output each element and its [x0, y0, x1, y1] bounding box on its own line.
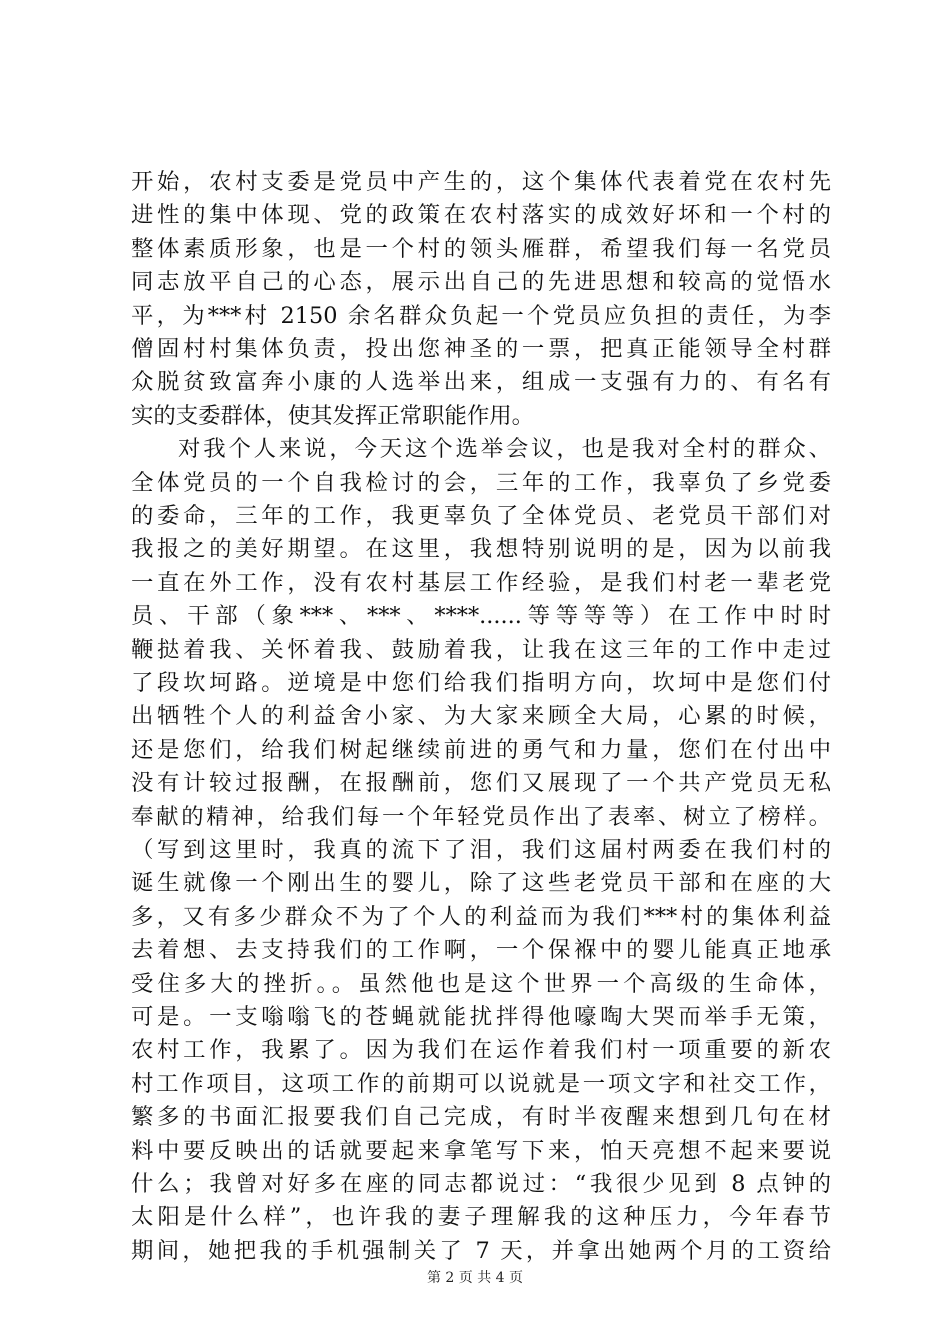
paragraph-line: 还是您们，给我们树起继续前进的勇气和力量，您们在付出中: [131, 736, 831, 763]
paragraph-line: 太阳是什么样”，也许我的妻子理解我的这种压力，今年春节: [131, 1204, 831, 1231]
page-number: 第 2 页 共 4 页: [426, 1270, 524, 1286]
paragraph-line: 员、干部（象***、***、****......等等等等）在工作中时时: [131, 603, 831, 630]
paragraph-line: 平，为***村 2150 余名群众负起一个党员应负担的责任，为李: [131, 302, 831, 329]
paragraph-line: 一直在外工作，没有农村基层工作经验，是我们村老一辈老党: [131, 569, 831, 596]
paragraph-line: 期间，她把我的手机强制关了 7 天，并拿出她两个月的工资给: [131, 1237, 831, 1264]
paragraph-line: 出牺牲个人的利益舍小家、为大家来顾全大局，心累的时候，: [131, 703, 831, 730]
paragraph-line: 多，又有多少群众不为了个人的利益而为我们***村的集体利益: [131, 903, 831, 930]
paragraph-line: 同志放平自己的心态，展示出自己的先进思想和较高的觉悟水: [131, 269, 831, 296]
paragraph-line: （写到这里时，我真的流下了泪，我们这届村两委在我们村的: [131, 837, 831, 863]
paragraph-line: 的委命，三年的工作，我更辜负了全体党员、老党员干部们对: [131, 503, 831, 529]
paragraph-line: 农村工作，我累了。因为我们在运作着我们村一项重要的新农: [131, 1037, 831, 1064]
paragraph-line: 我报之的美好期望。在这里，我想特别说明的是，因为以前我: [131, 536, 831, 563]
paragraph-line: 整体素质形象，也是一个村的领头雁群，希望我们每一名党员: [131, 235, 831, 262]
paragraph-line: 全体党员的一个自我检讨的会，三年的工作，我辜负了乡党委: [131, 469, 831, 496]
paragraph-line: 实的支委群体，使其发挥正常职能作用。: [131, 402, 535, 429]
paragraph-line: 没有计较过报酬，在报酬前，您们又展现了一个共产党员无私: [131, 770, 831, 797]
paragraph-line: 诞生就像一个刚出生的婴儿，除了这些老党员干部和在座的大: [131, 870, 831, 897]
paragraph-line: 进性的集中体现、党的政策在农村落实的成效好坏和一个村的: [131, 202, 831, 229]
paragraph-line: 繁多的书面汇报要我们自己完成，有时半夜醒来想到几句在材: [131, 1104, 831, 1131]
paragraph-line: 村工作项目，这项工作的前期可以说就是一项文字和社交工作，: [131, 1070, 831, 1097]
paragraph-line: 开始，农村支委是党员中产生的，这个集体代表着党在农村先: [131, 169, 831, 195]
paragraph-line: 鞭挞着我、关怀着我、鼓励着我，让我在这三年的工作中走过: [131, 636, 831, 663]
paragraph-line: 什么；我曾对好多在座的同志都说过：“我很少见到 8 点钟的: [131, 1171, 831, 1197]
paragraph-line: 受住多大的挫折。。虽然他也是这个世界一个高级的生命体，: [131, 970, 831, 997]
paragraph-line: 众脱贫致富奔小康的人选举出来，组成一支强有力的、有名有: [131, 369, 831, 396]
paragraph-first-line: 对我个人来说，今天这个选举会议，也是我对全村的群众、: [178, 436, 831, 463]
paragraph-line: 可是。一支嗡嗡飞的苍蝇就能扰拌得他嚎啕大哭而举手无策，: [131, 1004, 831, 1030]
paragraph-line: 去着想、去支持我们的工作啊，一个保褓中的婴儿能真正地承: [131, 937, 831, 964]
paragraph-line: 僧固村村集体负责，投出您神圣的一票，把真正能领导全村群: [131, 336, 831, 362]
paragraph-line: 料中要反映出的话就要起来拿笔写下来，怕天亮想不起来要说: [131, 1137, 831, 1164]
paragraph-line: 了段坎坷路。逆境是中您们给我们指明方向，坎坷中是您们付: [131, 670, 831, 696]
paragraph-line: 奉献的精神，给我们每一个年轻党员作出了表率、树立了榜样。: [131, 803, 831, 830]
